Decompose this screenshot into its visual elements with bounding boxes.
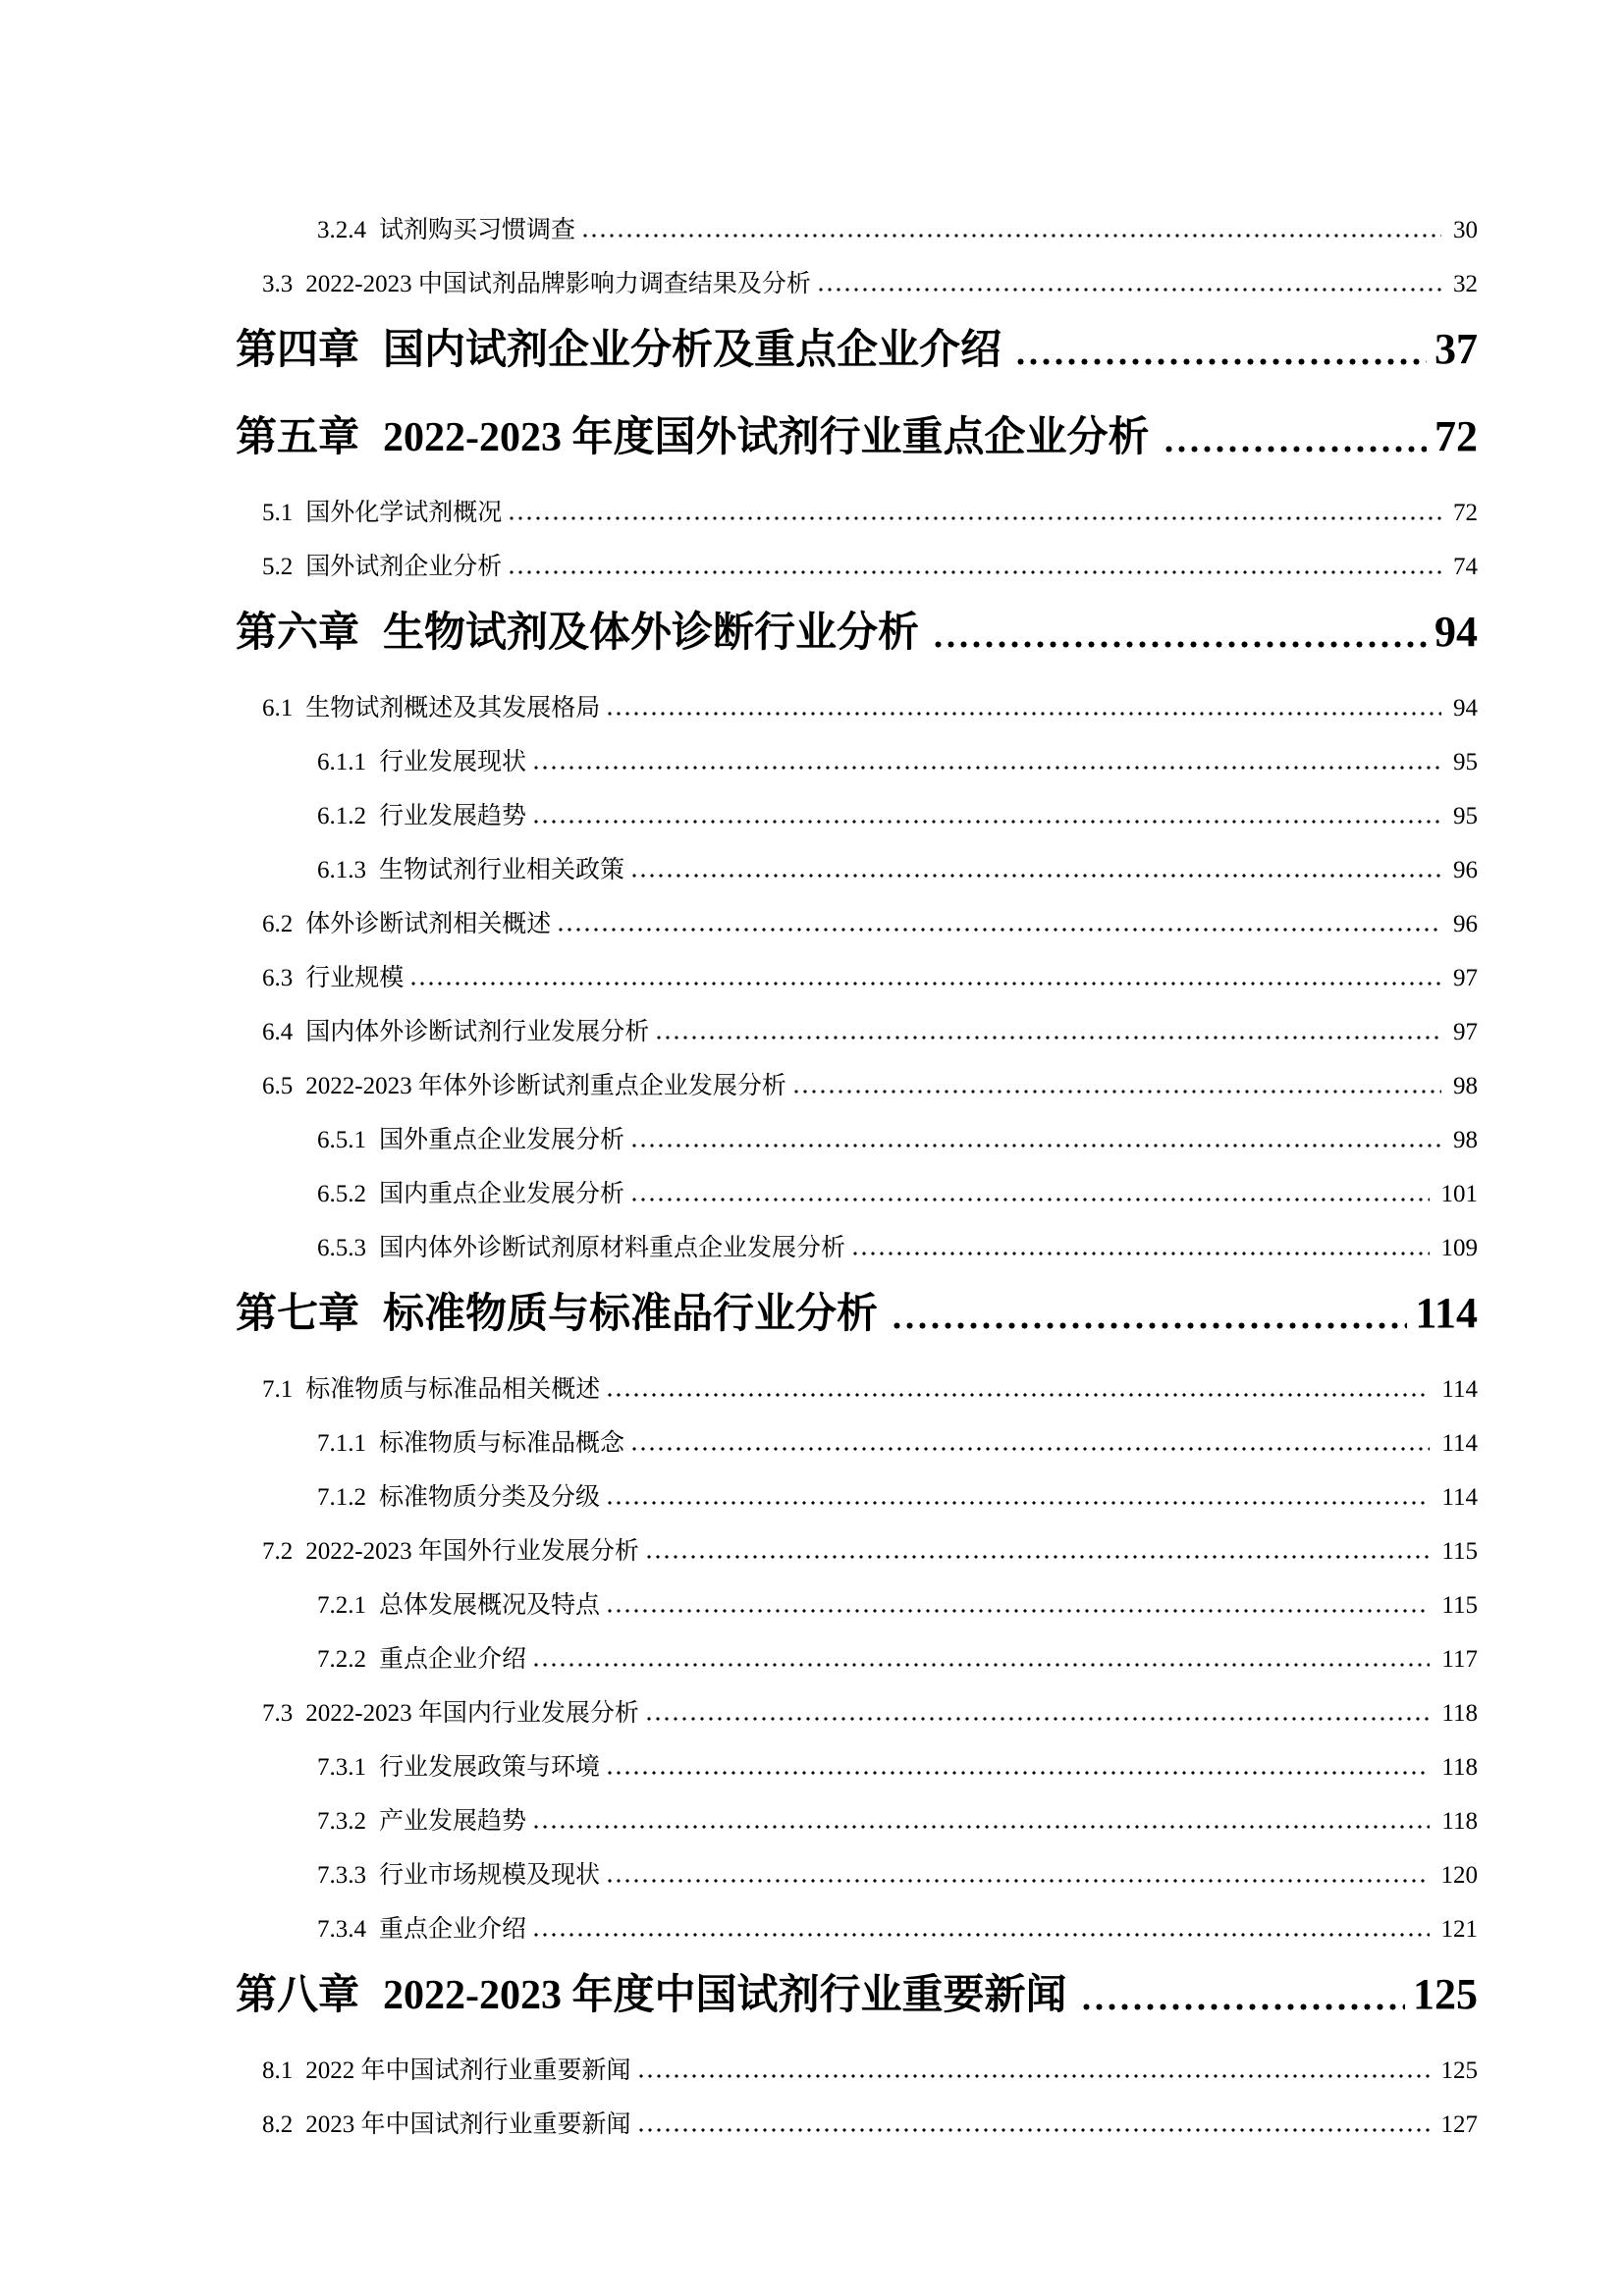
entry-page: 114 (1441, 1484, 1478, 1511)
toc-entry[interactable] (236, 858, 1478, 882)
entry-page: 117 (1441, 1646, 1478, 1673)
entry-number: 6.1.1 (317, 749, 366, 775)
entry-number: 第六章 (236, 611, 360, 656)
entry-title: 国内试剂企业分析及重点企业介绍 (383, 328, 1002, 373)
entry-number: 6.4 (262, 1019, 294, 1045)
toc-entry[interactable] (236, 1182, 1478, 1206)
entry-title: 生物试剂及体外诊断行业分析 (383, 611, 920, 656)
dot-leader (893, 1322, 1407, 1329)
dot-leader (510, 570, 1441, 574)
entry-number: 5.2 (262, 554, 294, 580)
dot-leader (632, 1447, 1430, 1451)
entry-page: 72 (1453, 500, 1478, 526)
entry-number: 6.1.2 (317, 803, 366, 829)
toc-entry[interactable] (236, 326, 1478, 374)
entry-number: 7.3.4 (317, 1916, 366, 1943)
toc-entry[interactable] (236, 1290, 1478, 1338)
entry-page: 37 (1435, 325, 1478, 373)
entry-page: 96 (1453, 911, 1478, 937)
entry-title: 2022-2023 年体外诊断试剂重点企业发展分析 (305, 1073, 786, 1099)
dot-leader (632, 1198, 1429, 1201)
toc-entry[interactable] (236, 555, 1478, 579)
entry-number: 第四章 (236, 328, 360, 373)
dot-leader (632, 874, 1441, 878)
dot-leader (657, 1036, 1441, 1040)
entry-number: 第五章 (236, 415, 360, 460)
entry-title: 标准物质与标准品概念 (379, 1430, 625, 1457)
entry-number: 7.3 (262, 1700, 294, 1727)
dot-leader (1017, 358, 1427, 365)
entry-title: 国内体外诊断试剂行业发展分析 (305, 1019, 650, 1045)
entry-number: 7.2 (262, 1538, 294, 1565)
entry-page: 114 (1441, 1376, 1478, 1403)
dot-leader (819, 288, 1441, 292)
entry-page: 118 (1441, 1700, 1478, 1727)
dot-leader (1083, 2003, 1405, 2010)
entry-page: 121 (1440, 1916, 1478, 1943)
toc-entry[interactable] (236, 966, 1478, 990)
entry-page: 114 (1415, 1289, 1478, 1337)
entry-title: 国外化学试剂概况 (305, 500, 503, 526)
entry-title: 重点企业介绍 (379, 1916, 527, 1943)
entry-page: 95 (1453, 803, 1478, 829)
dot-leader (853, 1252, 1429, 1255)
entry-title: 行业市场规模及现状 (379, 1862, 601, 1889)
entry-page: 109 (1440, 1235, 1478, 1261)
toc-entry[interactable] (236, 1431, 1478, 1456)
dot-leader (608, 1393, 1430, 1397)
entry-number: 7.1.2 (317, 1484, 366, 1511)
entry-title: 试剂购买习惯调查 (379, 217, 576, 243)
dot-leader (608, 1501, 1430, 1505)
toc-entry[interactable] (236, 1593, 1478, 1618)
entry-title: 行业发展政策与环境 (379, 1754, 601, 1781)
toc-entry[interactable] (236, 912, 1478, 936)
entry-title: 2022-2023 中国试剂品牌影响力调查结果及分析 (305, 271, 811, 297)
entry-page: 94 (1453, 695, 1478, 721)
dot-leader (534, 766, 1441, 770)
toc-entry[interactable] (236, 696, 1478, 721)
entry-page: 101 (1440, 1181, 1478, 1207)
entry-title: 行业发展现状 (379, 749, 527, 775)
entry-title: 生物试剂概述及其发展格局 (305, 695, 601, 721)
dot-leader (1165, 446, 1427, 453)
entry-number: 8.2 (262, 2111, 294, 2138)
entry-number: 7.1 (262, 1376, 294, 1403)
entry-number: 6.5.2 (317, 1181, 366, 1207)
toc-entry[interactable] (236, 501, 1478, 525)
toc-entry[interactable] (236, 2112, 1478, 2137)
entry-title: 标准物质分类及分级 (379, 1484, 601, 1511)
toc-entry[interactable] (236, 218, 1478, 242)
toc-entry[interactable] (236, 1485, 1478, 1510)
entry-page: 96 (1453, 857, 1478, 883)
entry-page: 72 (1435, 412, 1478, 460)
toc-entry[interactable] (236, 804, 1478, 828)
dot-leader (639, 2074, 1430, 2078)
entry-number: 6.2 (262, 911, 294, 937)
toc-entry[interactable] (236, 1020, 1478, 1044)
entry-title: 国内体外诊断试剂原材料重点企业发展分析 (379, 1235, 846, 1261)
entry-title: 2023 年中国试剂行业重要新闻 (305, 2111, 631, 2138)
entry-page: 118 (1441, 1808, 1478, 1835)
entry-title: 2022-2023 年度中国试剂行业重要新闻 (383, 1973, 1067, 2018)
toc-entry[interactable] (236, 1917, 1478, 1942)
dot-leader (647, 1717, 1431, 1721)
dot-leader (608, 712, 1441, 716)
entry-number: 7.3.2 (317, 1808, 366, 1835)
entry-page: 98 (1453, 1127, 1478, 1153)
toc-entry[interactable] (236, 750, 1478, 774)
toc-list (236, 218, 1478, 2137)
entry-page: 98 (1453, 1073, 1478, 1099)
entry-number: 7.2.2 (317, 1646, 366, 1673)
dot-leader (935, 641, 1427, 648)
toc-entry[interactable] (236, 609, 1478, 657)
dot-leader (534, 1825, 1430, 1829)
toc-entry[interactable] (236, 413, 1478, 461)
dot-leader (534, 1933, 1429, 1937)
dot-leader (794, 1090, 1441, 1094)
entry-page: 125 (1440, 2057, 1478, 2084)
entry-page: 74 (1453, 554, 1478, 580)
toc-entry[interactable] (236, 1863, 1478, 1888)
toc-entry[interactable] (236, 1539, 1478, 1564)
entry-title: 行业发展趋势 (379, 803, 527, 829)
entry-page: 118 (1441, 1754, 1478, 1781)
entry-title: 2022 年中国试剂行业重要新闻 (305, 2057, 631, 2084)
entry-number: 6.1 (262, 695, 294, 721)
entry-number: 第八章 (236, 1973, 360, 2018)
entry-page: 115 (1441, 1538, 1478, 1565)
dot-leader (534, 1663, 1430, 1667)
dot-leader (647, 1555, 1431, 1559)
entry-number: 6.5 (262, 1073, 294, 1099)
entry-title: 2022-2023 年国内行业发展分析 (305, 1700, 639, 1727)
entry-page: 127 (1440, 2111, 1478, 2138)
entry-page: 97 (1453, 965, 1478, 991)
entry-number: 7.3.3 (317, 1862, 366, 1889)
entry-page: 97 (1453, 1019, 1478, 1045)
dot-leader (639, 2128, 1430, 2132)
dot-leader (632, 1144, 1441, 1148)
entry-title: 国内重点企业发展分析 (379, 1181, 625, 1207)
dot-leader (608, 1771, 1430, 1775)
entry-number: 7.1.1 (317, 1430, 366, 1457)
entry-title: 国外试剂企业分析 (305, 554, 503, 580)
entry-number: 6.5.3 (317, 1235, 366, 1261)
dot-leader (583, 234, 1441, 238)
entry-number: 5.1 (262, 500, 294, 526)
toc-entry[interactable] (236, 1074, 1478, 1098)
entry-title: 2022-2023 年国外行业发展分析 (305, 1538, 639, 1565)
toc-entry[interactable] (236, 272, 1478, 296)
entry-page: 94 (1435, 608, 1478, 656)
entry-page: 125 (1413, 1970, 1478, 2018)
entry-title: 2022-2023 年度国外试剂行业重点企业分析 (383, 415, 1150, 460)
entry-title: 生物试剂行业相关政策 (379, 857, 625, 883)
entry-number: 6.5.1 (317, 1127, 366, 1153)
entry-page: 120 (1440, 1862, 1478, 1889)
entry-title: 行业规模 (305, 965, 405, 991)
entry-title: 产业发展趋势 (379, 1808, 527, 1835)
toc-entry[interactable] (236, 1701, 1478, 1726)
dot-leader (608, 1609, 1430, 1613)
entry-number: 6.1.3 (317, 857, 366, 883)
entry-number: 8.1 (262, 2057, 294, 2084)
entry-title: 总体发展概况及特点 (379, 1592, 601, 1619)
toc-entry[interactable] (236, 1971, 1478, 2019)
entry-number: 7.3.1 (317, 1754, 366, 1781)
entry-number: 3.3 (262, 271, 294, 297)
entry-title: 标准物质与标准品行业分析 (383, 1292, 879, 1337)
toc-entry[interactable] (236, 1647, 1478, 1672)
entry-number: 6.3 (262, 965, 294, 991)
toc-entry[interactable] (236, 1236, 1478, 1260)
toc-entry[interactable] (236, 2058, 1478, 2083)
entry-number: 第七章 (236, 1292, 360, 1337)
dot-leader (559, 928, 1441, 932)
toc-entry[interactable] (236, 1128, 1478, 1152)
entry-title: 重点企业介绍 (379, 1646, 527, 1673)
dot-leader (510, 516, 1441, 520)
toc-entry[interactable] (236, 1755, 1478, 1780)
dot-leader (534, 820, 1441, 824)
entry-page: 30 (1453, 217, 1478, 243)
entry-page: 32 (1453, 271, 1478, 297)
entry-number: 3.2.4 (317, 217, 366, 243)
toc-entry[interactable] (236, 1809, 1478, 1834)
toc-entry[interactable] (236, 1377, 1478, 1402)
entry-title: 体外诊断试剂相关概述 (305, 911, 552, 937)
entry-page: 115 (1441, 1592, 1478, 1619)
entry-page: 114 (1441, 1430, 1478, 1457)
entry-page: 95 (1453, 749, 1478, 775)
entry-number: 7.2.1 (317, 1592, 366, 1619)
entry-title: 标准物质与标准品相关概述 (305, 1376, 601, 1403)
entry-title: 国外重点企业发展分析 (379, 1127, 625, 1153)
dot-leader (608, 1879, 1429, 1883)
dot-leader (411, 982, 1441, 986)
